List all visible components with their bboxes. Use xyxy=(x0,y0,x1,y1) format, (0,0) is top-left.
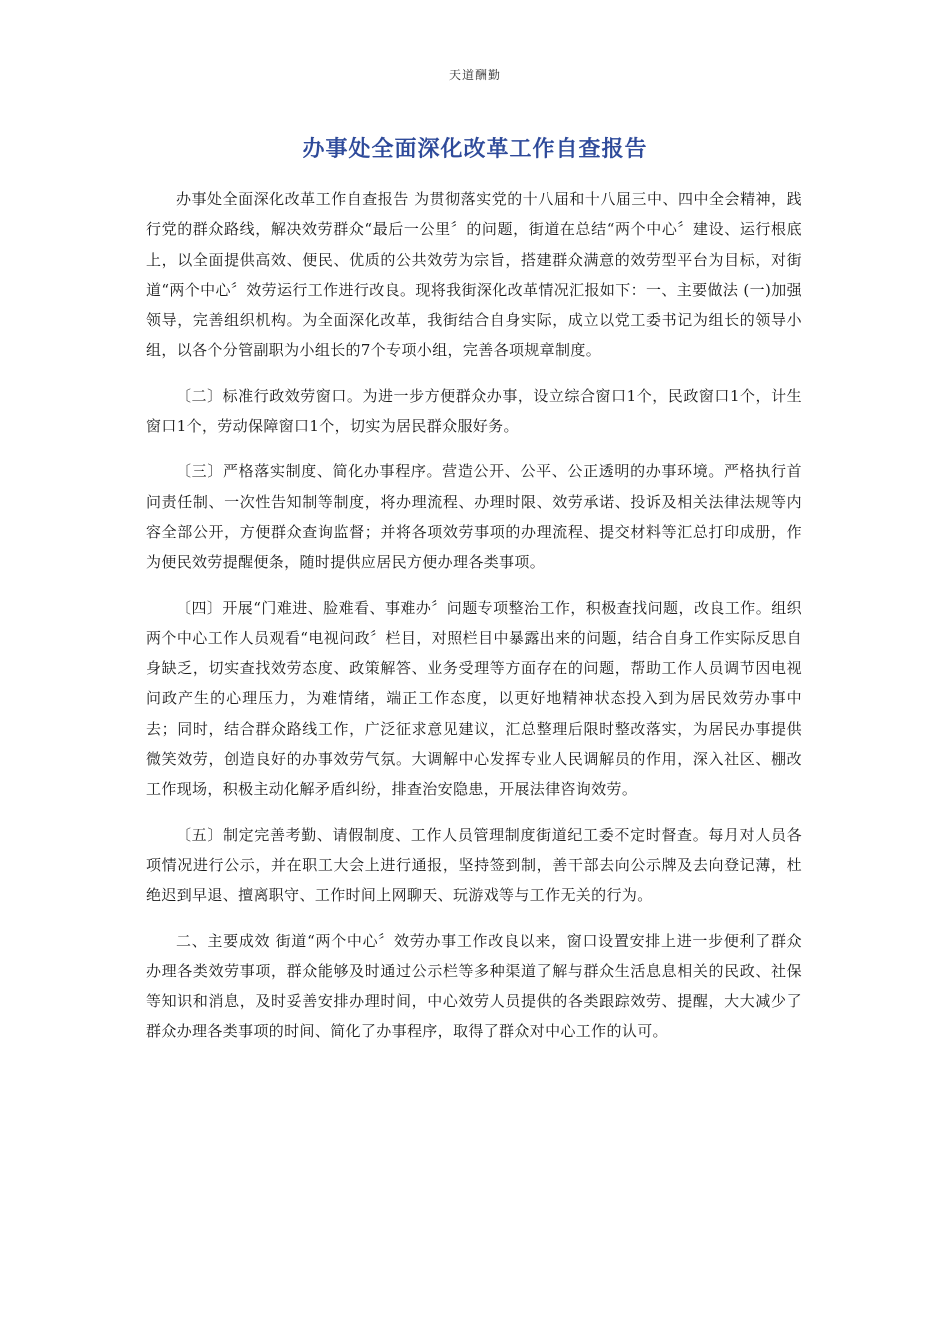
page-header: 天道酬勤 xyxy=(448,68,501,82)
document-title: 办事处全面深化改革工作自查报告 xyxy=(302,137,648,162)
document-body xyxy=(146,184,802,1062)
paragraph-section-5: 〔五〕制定完善考勤、请假制度、工作人员管理制度街道纪工委不定时督查。每月对人员各项情况进行公示，并在职工大会上进行通报，坚持签到制，善干部去向公示牌及去向登记薄，杜绝迟到早退、擅离职守、工作时间上网聊天、玩游戏等与工作无关的行为。 xyxy=(146,825,802,905)
paragraph-section-4: 〔四〕开展“门难进、脸难看、事难办〞问题专项整治工作，积极查找问题，改良工作。组织两个中心工作人员观看“电视问政〞栏目，对照栏目中暴露出来的问题，结合自身工作实际反思自身缺乏，切实查找效劳态度、政策解答、业务受理等方面存在的问题，帮助工作人员调节因电视问政产生的心理压力，为难情绪，端正工作态度，以更好地精神状态投入到为居民效劳办事中去；同时，结合群众路线工作，广泛征求意见建议，汇总整理后限时整改落实，为居民办事提供微笑效劳，创造良好的办事效劳气氛。大调解中心发挥专业人民调解员的作用，深入社区、棚改工作现场，积极主动化解矛盾纠纷，排查治安隐患，开展法律咨询效劳。 xyxy=(146,598,802,799)
paragraph-section-3: 〔三〕严格落实制度、简化办事程序。营造公开、公平、公正透明的办事环境。严格执行首问责任制、一次性告知制等制度，将办理流程、办理时限、效劳承诺、投诉及相关法律法规等内容全部公开，方便群众查询监督；并将各项效劳事项的办理流程、提交材料等汇总打印成册，作为便民效劳提醒便条，随时提供应居民方便办理各类事项。 xyxy=(146,462,802,572)
paragraph-intro: 办事处全面深化改革工作自查报告 为贯彻落实党的十八届和十八届三中、四中全会精神，践行党的群众路线，解决效劳群众“最后一公里〞的问题，街道在总结“两个中心〞建设、运行根底上，以全面提供高效、便民、优质的公共效劳为宗旨，搭建群众满意的效劳型平台为目标，对街道“两个中心〞效劳运行工作进行改良。现将我街深化改革情况汇报如下：一、主要做法 (一)加强领导，完善组织机构。为全面深化改革，我街结合自身实际，成立以党工委书记为组长的领导小组，以各个分管副职为小组长的7个专项小组，完善各项规章制度。 xyxy=(146,190,802,360)
paragraph-section-2: 〔二〕标准行政效劳窗口。为进一步方便群众办事，设立综合窗口1个，民政窗口1个，计生窗口1个，劳动保障窗口1个，切实为居民群众服好务。 xyxy=(146,386,802,436)
paragraph-results: 二、主要成效 街道“两个中心〞效劳办事工作改良以来，窗口设置安排上进一步便利了群众办理各类效劳事项，群众能够及时通过公示栏等多种渠道了解与群众生活息息相关的民政、社保等知识和消息，及时妥善安排办理时间，中心效劳人员提供的各类跟踪效劳、提醒，大大减少了群众办理各类事项的时间、简化了办事程序，取得了群众对中心工作的认可。 xyxy=(146,931,802,1041)
